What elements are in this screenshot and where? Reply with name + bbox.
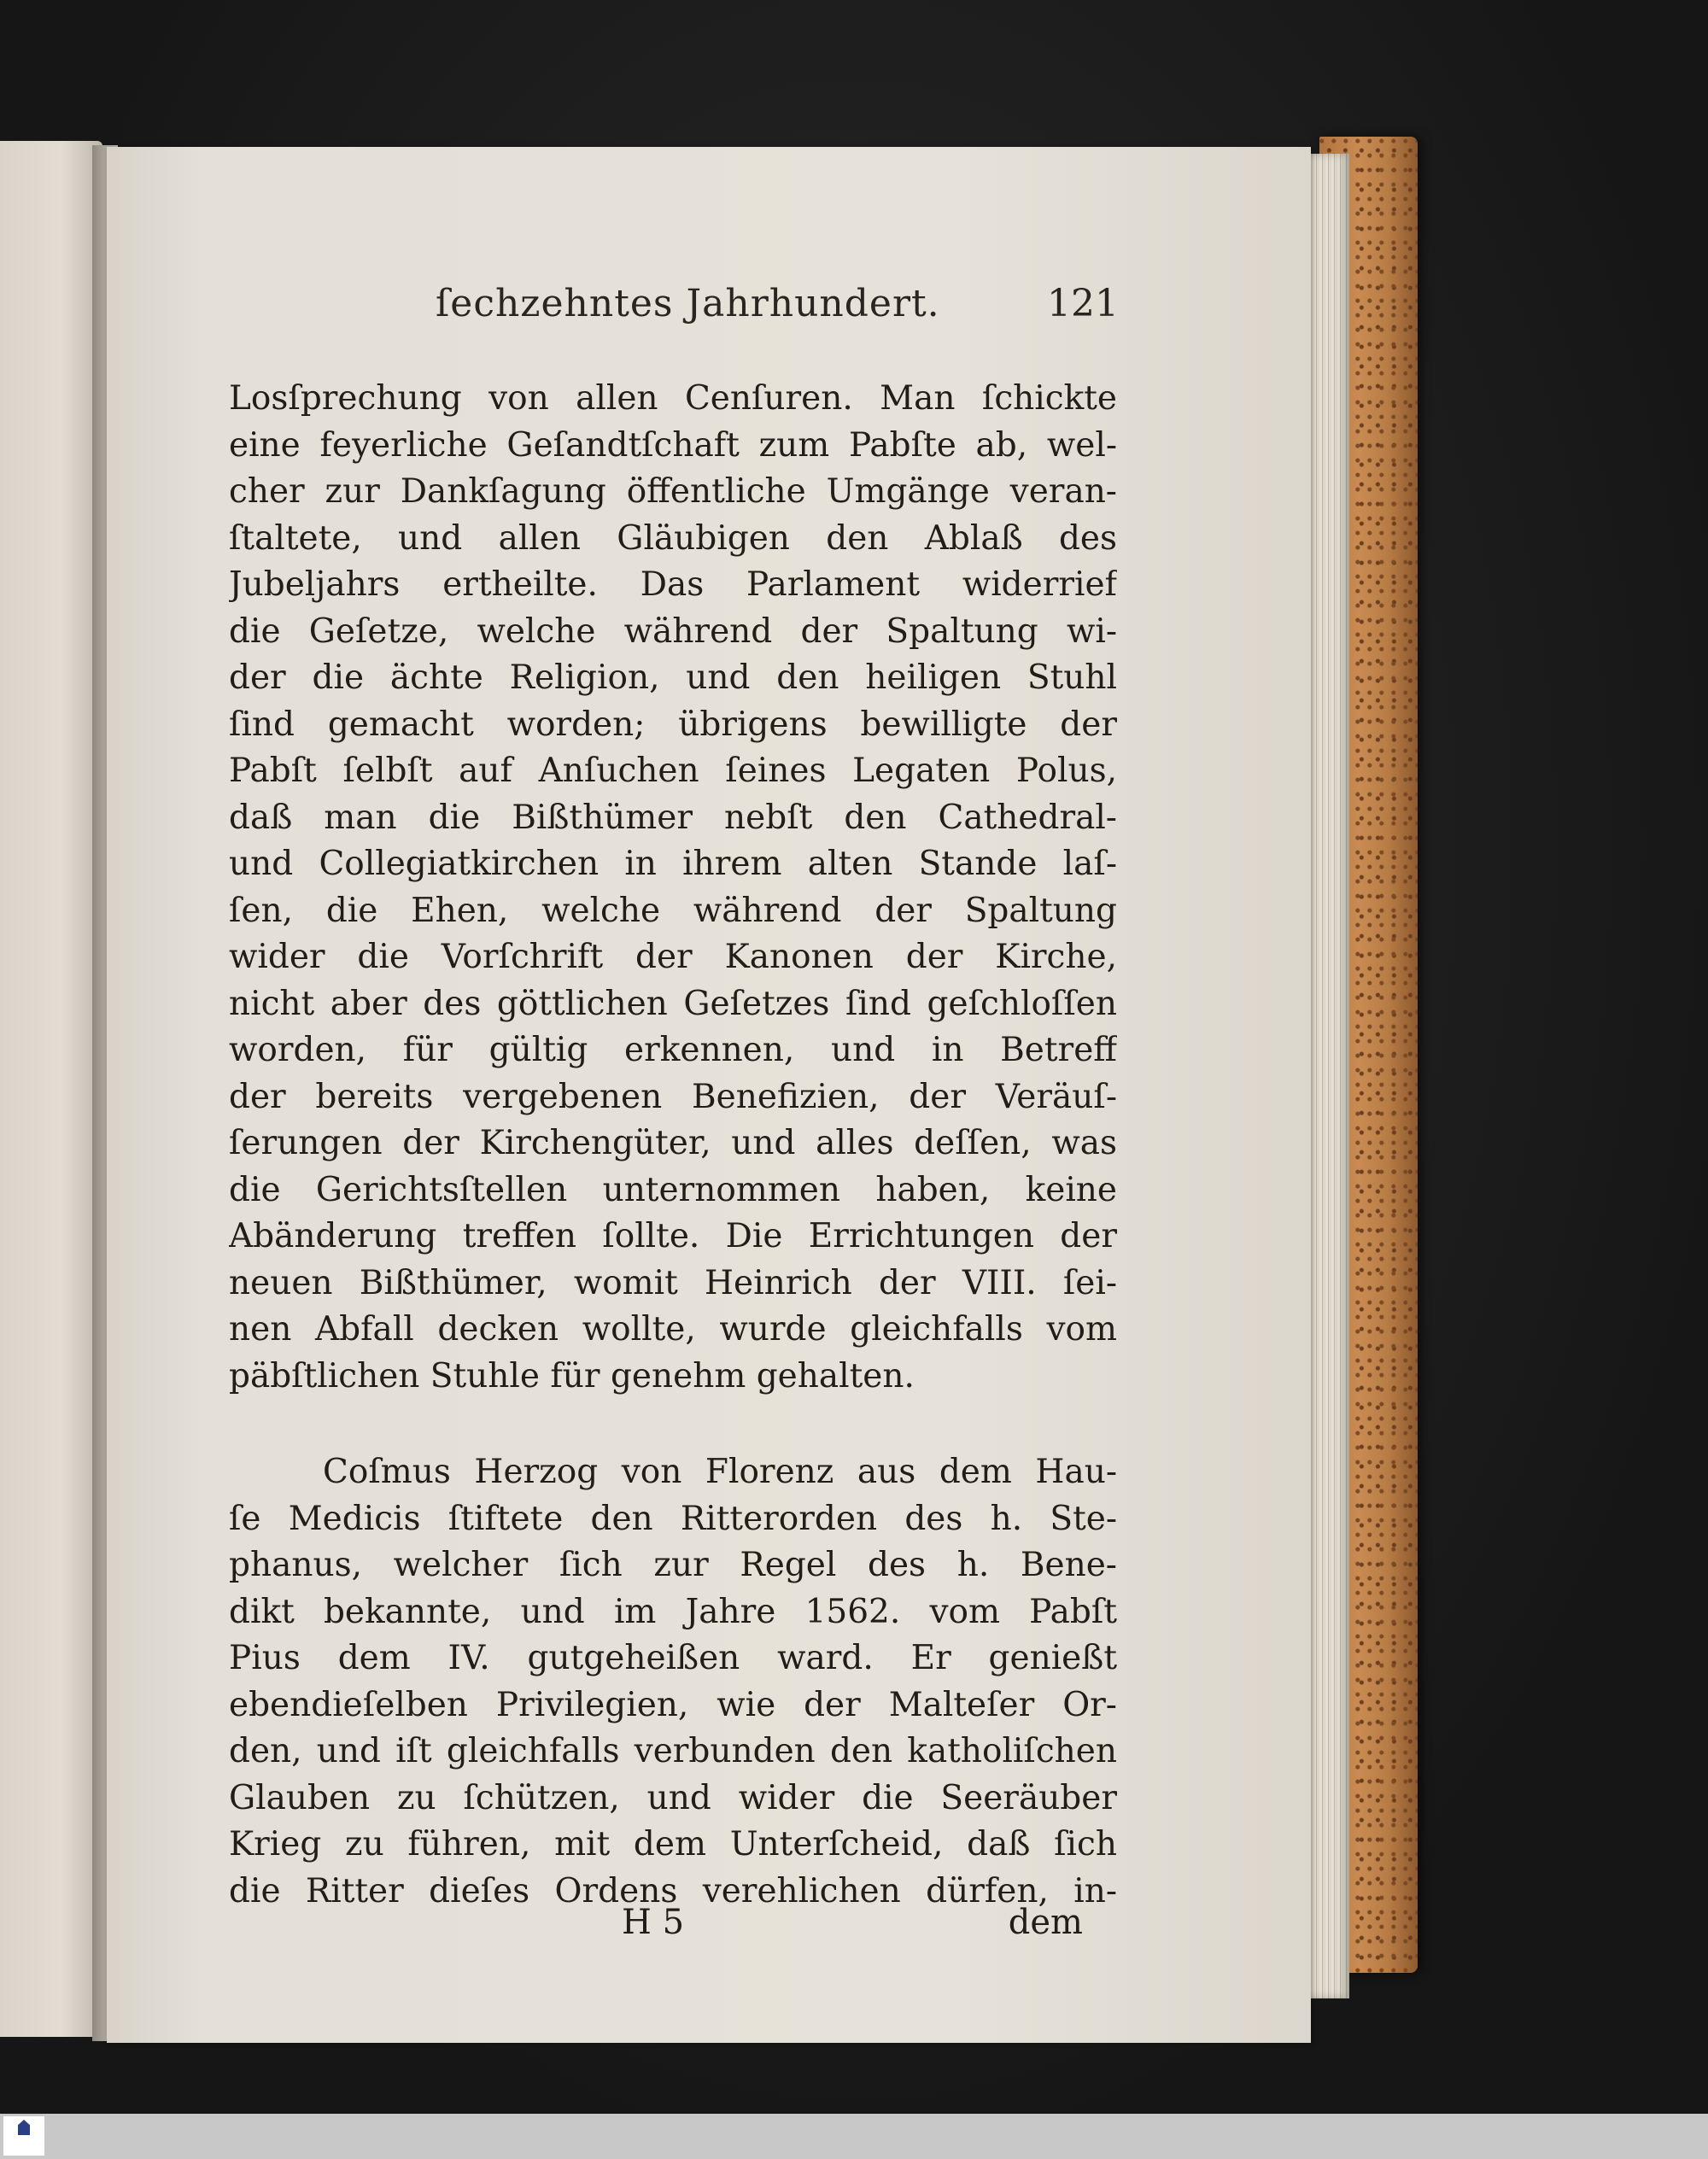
text-line: und Collegiatkirchen in ihrem alten Stande laſ- (229, 845, 1117, 883)
text-line: ſen, die Ehen, welche während der Spaltung (229, 891, 1117, 930)
text-line: Losſprechung von allen Cenſuren. Man ſchickte (229, 379, 1117, 418)
page-header (436, 282, 1119, 342)
catchword: dem (1008, 1903, 1083, 1942)
text-line: Krieg zu führen, mit dem Unterſcheid, daß ſich (229, 1825, 1117, 1864)
text-line: wider die Vorſchrift der Kanonen der Kirche, (229, 938, 1117, 976)
text-line: päbſtlichen Stuhle für genehm gehalten. (229, 1356, 915, 1395)
text-line: den, und iſt gleichfalls verbunden den katholiſchen (229, 1732, 1117, 1770)
viewer-bottom-bar (0, 2114, 1708, 2159)
text-line: Pabſt ſelbſt auf Anſuchen ſeines Legaten Polus, (229, 752, 1117, 790)
page-footer (229, 1903, 1083, 1954)
text-line: ebendieſelben Privilegien, wie der Malteſer Or- (229, 1685, 1117, 1724)
text-line: die Ritter dieſes Ordens verehlichen dürfen, in- (229, 1871, 1117, 1910)
text-line: Pius dem IV. gutgeheißen ward. Er genießt (229, 1639, 1117, 1677)
text-line: ſe Medicis ſtiftete den Ritterorden des h. Ste- (229, 1499, 1117, 1538)
text-line: eine feyerliche Geſandtſchaft zum Pabſte ab, wel- (229, 425, 1117, 465)
body-text (229, 376, 1117, 1915)
text-line: neuen Bißthümer, womit Heinrich der VIII. ſei- (229, 1263, 1117, 1302)
text-line: ſerungen der Kirchengüter, und alles deſſen, was (229, 1124, 1117, 1162)
running-title: ſechzehntes Jahrhundert. (436, 282, 940, 325)
text-line: Jubeljahrs ertheilte. Das Parlament widerrief (229, 565, 1117, 604)
text-line: die Gerichtsſtellen unternommen haben, keine (229, 1170, 1117, 1209)
paragraph-2 (229, 1449, 1117, 1915)
text-line: nen Abfall decken wollte, wurde gleichfalls vom (229, 1310, 1117, 1349)
left-page-edge (0, 141, 102, 2037)
text-line: phanus, welcher ſich zur Regel des h. Bene- (229, 1546, 1117, 1584)
text-line: Coſmus Herzog von Florenz aus dem Hau- (323, 1453, 1117, 1491)
text-line: worden, für gültig erkennen, und in Betreff (229, 1031, 1117, 1069)
text-line: dikt bekannte, und im Jahre 1562. vom Pabſt (229, 1592, 1117, 1631)
text-line: ſtaltete, und allen Gläubigen den Ablaß des (229, 518, 1117, 558)
signature-mark: H 5 (622, 1903, 685, 1942)
text-line: Glauben zu ſchützen, und wider die Seeräuber (229, 1778, 1117, 1817)
paragraph-gap (229, 1400, 1117, 1449)
text-line: der bereits vergebenen Benefizien, der Veräuſ- (229, 1077, 1117, 1116)
text-line: cher zur Dankſagung öffentliche Umgänge veran- (229, 472, 1117, 511)
text-line: nicht aber des göttlichen Geſetzes ſind geſchloſſen (229, 984, 1117, 1023)
text-line: Abänderung treffen ſollte. Die Errichtungen der (229, 1217, 1117, 1255)
library-logo (3, 2116, 44, 2156)
paragraph-1 (229, 376, 1117, 1400)
text-line: der die ächte Religion, und den heiligen Stuhl (229, 658, 1117, 697)
library-logo-icon (18, 2120, 30, 2135)
text-line: die Geſetze, welche während der Spaltung wi- (229, 611, 1117, 651)
text-line: daß man die Bißthümer nebſt den Cathedral- (229, 798, 1117, 837)
text-line: ſind gemacht worden; übrigens bewilligte der (229, 705, 1117, 744)
page-number: 121 (1047, 282, 1119, 325)
